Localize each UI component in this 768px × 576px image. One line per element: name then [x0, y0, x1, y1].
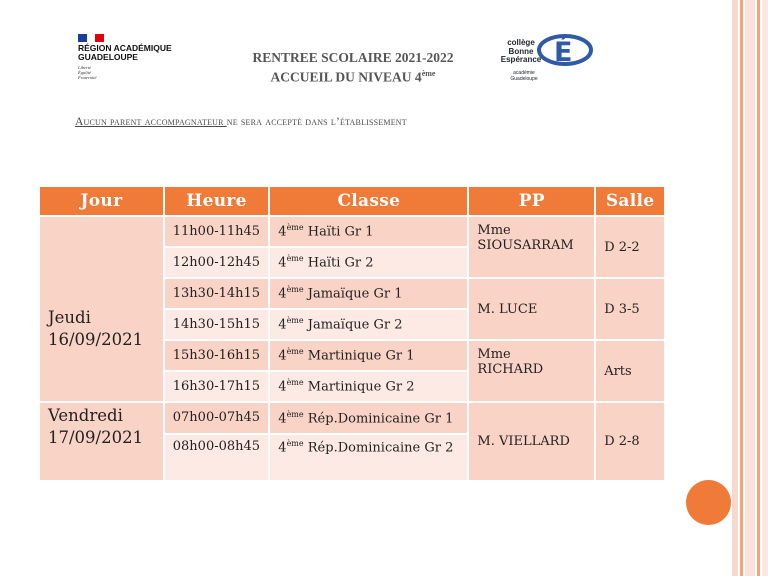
classe-cell: 4ème Haïti Gr 1 [269, 216, 468, 247]
table-row [39, 402, 665, 434]
region-name: RÉGION ACADÉMIQUE GUADELOUPE [78, 43, 172, 62]
side-stripe [745, 0, 755, 576]
side-stripe [762, 0, 768, 576]
heure-cell: 16h30-17h15 [164, 371, 270, 402]
classe-cell: 4ème Martinique Gr 2 [269, 371, 468, 402]
notice-text [75, 116, 407, 128]
day-date: 17/09/2021 [48, 428, 144, 447]
heure-cell: 15h30-16h15 [164, 340, 270, 371]
heure-cell: 13h30-14h15 [164, 278, 270, 309]
header-heure: Heure [164, 186, 270, 216]
college-letter: É [554, 37, 573, 68]
heure-cell: 07h00-07h45 [164, 402, 270, 434]
title-line-1: RENTREE SCOLAIRE 2021-2022 [252, 50, 454, 65]
side-stripe [757, 0, 760, 576]
pp-cell: M. VIELLARD [468, 402, 595, 481]
schedule-table [38, 185, 666, 482]
salle-cell: D 2-2 [595, 216, 665, 278]
title-line-2: ACCUEIL DU NIVEAU 4ème [270, 69, 436, 85]
classe-cell: 4ème Jamaïque Gr 2 [269, 309, 468, 340]
pp-cell: Mme RICHARD [468, 340, 595, 402]
header-pp: PP [468, 186, 595, 216]
header-classe: Classe [269, 186, 468, 216]
table-row [39, 216, 665, 247]
day-cell [39, 402, 164, 481]
day-cell [39, 216, 164, 402]
heure-cell: 12h00-12h45 [164, 247, 270, 278]
page-title [220, 50, 486, 86]
classe-cell: 4ème Rép.Dominicaine Gr 2 [269, 434, 468, 481]
heure-cell: 08h00-08h45 [164, 434, 270, 481]
salle-cell: D 3-5 [595, 278, 665, 340]
header-jour: Jour [39, 186, 164, 216]
region-academique-logo [78, 34, 193, 82]
college-logo [491, 27, 599, 83]
notice-underlined: Aucun parent accompagnateur [75, 116, 227, 128]
side-stripe [740, 0, 743, 576]
region-motto: Liberté Égalité Fraternité [78, 65, 97, 80]
college-academy: académie Guadeloupe [510, 70, 538, 82]
heure-cell: 11h00-11h45 [164, 216, 270, 247]
heure-cell: 14h30-15h15 [164, 309, 270, 340]
day-label: Jeudi [48, 308, 91, 327]
pp-cell: M. LUCE [468, 278, 595, 340]
table-header-row [39, 186, 665, 216]
salle-cell: D 2-8 [595, 402, 665, 481]
header-salle: Salle [595, 186, 665, 216]
pp-cell: Mme SIOUSARRAM [468, 216, 595, 278]
day-date: 16/09/2021 [48, 330, 144, 349]
classe-cell: 4ème Haïti Gr 2 [269, 247, 468, 278]
classe-cell: 4ème Jamaïque Gr 1 [269, 278, 468, 309]
college-name: collège Bonne Espérance [500, 38, 542, 64]
notice-rest: ne sera accepté dans l’établissement [226, 116, 407, 128]
day-label: Vendredi [48, 406, 123, 425]
salle-cell: Arts [595, 340, 665, 402]
side-stripe [732, 0, 738, 576]
french-flag-icon [78, 34, 104, 42]
decorative-orange-dot [686, 480, 731, 525]
classe-cell: 4ème Martinique Gr 1 [269, 340, 468, 371]
classe-cell: 4ème Rép.Dominicaine Gr 1 [269, 402, 468, 434]
